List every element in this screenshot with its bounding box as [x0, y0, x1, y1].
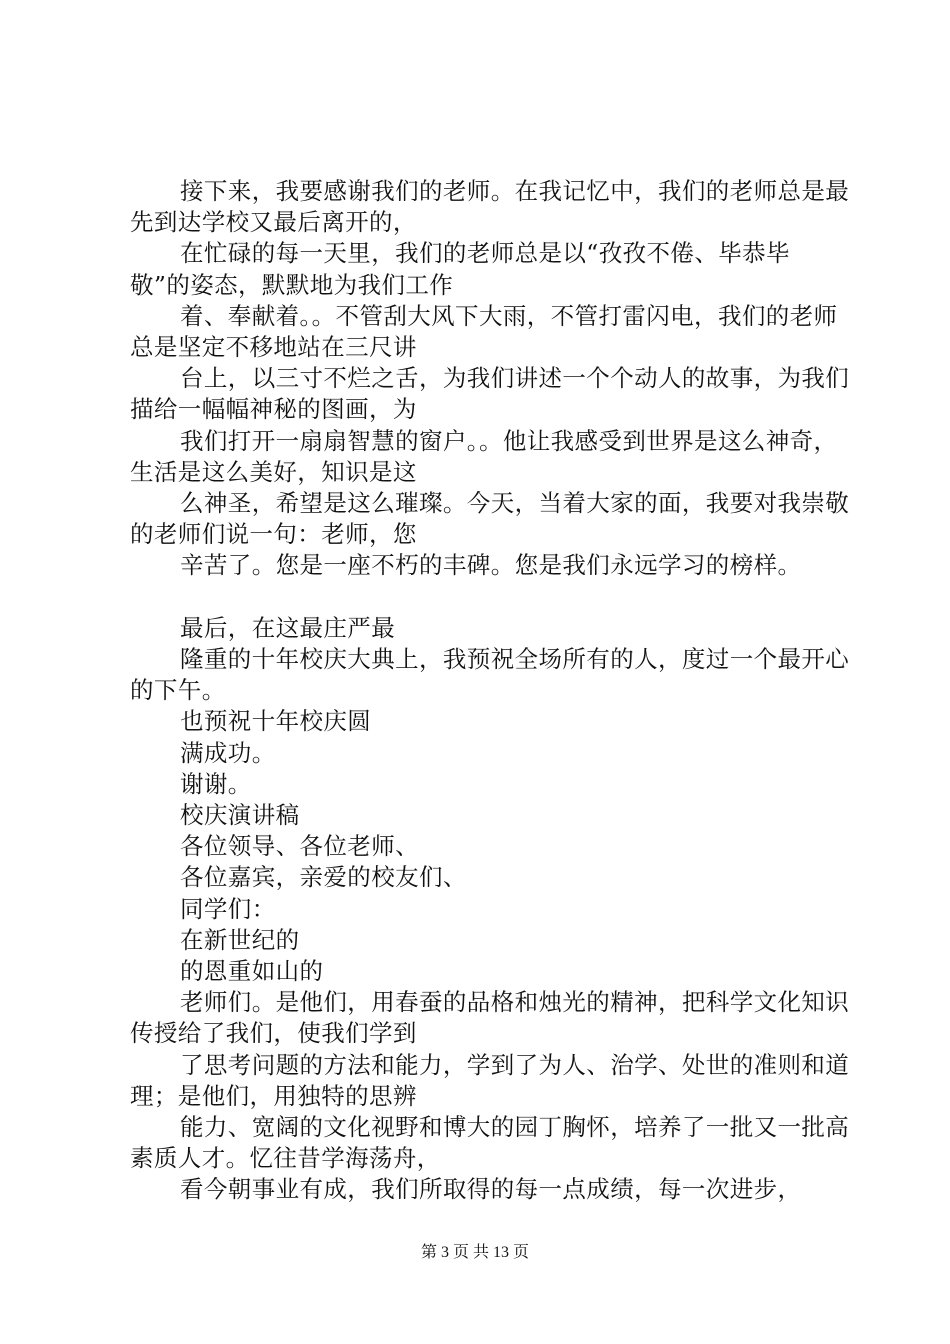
paragraph-6: 么神圣，希望是这么璀璨。今天，当着大家的面，我要对我崇敬的老师们说一句：老师，您 [130, 489, 850, 549]
paragraph-2: 在忙碌的每一天里，我们的老师总是以“孜孜不倦、毕恭毕敬”的姿态，默默地为我们工作 [130, 239, 790, 299]
paragraph-13: 谢谢。 [180, 769, 252, 798]
paragraph-18: 在新世纪的 [180, 925, 300, 954]
paragraph-12: 满成功。 [180, 738, 276, 767]
paragraph-11: 也预祝十年校庆圆 [180, 707, 372, 736]
page-number-label: 第 3 页 共 13 页 [420, 1244, 529, 1261]
paragraph-1: 接下来，我要感谢我们的老师。在我记忆中，我们的老师总是最先到达学校又最后离开的， [130, 177, 850, 237]
paragraph-22: 能力、宽阔的文化视野和博大的园丁胸怀，培养了一批又一批高素质人才。忆往昔学海荡舟， [130, 1113, 850, 1173]
paragraph-15: 各位领导、各位老师、 [180, 832, 419, 861]
paragraph-23: 看今朝事业有成，我们所取得的每一点成绩，每一次进步， [180, 1175, 802, 1204]
page-footer [0, 1243, 950, 1263]
paragraph-9: 最后，在这最庄严最 [180, 613, 396, 642]
paragraph-10: 隆重的十年校庆大典上，我预祝全场所有的人，度过一个最开心的下午。 [130, 645, 850, 705]
paragraph-21: 了思考问题的方法和能力，学到了为人、治学、处世的准则和道理；是他们，用独特的思辨 [130, 1050, 850, 1110]
paragraph-4: 台上，以三寸不烂之舌，为我们讲述一个个动人的故事，为我们描给一幅幅神秘的图画，为 [130, 364, 850, 424]
paragraph-3: 着、奉献着。。不管刮大风下大雨，不管打雷闪电，我们的老师总是坚定不移地站在三尺讲 [130, 301, 838, 362]
paragraph-16: 各位嘉宾，亲爱的校友们、 [180, 863, 467, 892]
paragraph-19: 的恩重如山的 [180, 957, 324, 986]
paragraph-17: 同学们： [180, 894, 276, 923]
paragraph-14: 校庆演讲稿 [180, 801, 300, 830]
paragraph-7: 辛苦了。您是一座不朽的丰碑。您是我们永远学习的榜样。 [180, 551, 802, 580]
document-body [130, 176, 850, 1206]
paragraph-20: 老师们。是他们，用春蚕的品格和烛光的精神，把科学文化知识传授给了我们，使我们学到 [130, 988, 850, 1048]
paragraph-5: 我们打开一扇扇智慧的窗户。。他让我感受到世界是这么神奇，生活是这么美好，知识是这 [130, 426, 838, 486]
paragraph-gap [130, 582, 850, 613]
